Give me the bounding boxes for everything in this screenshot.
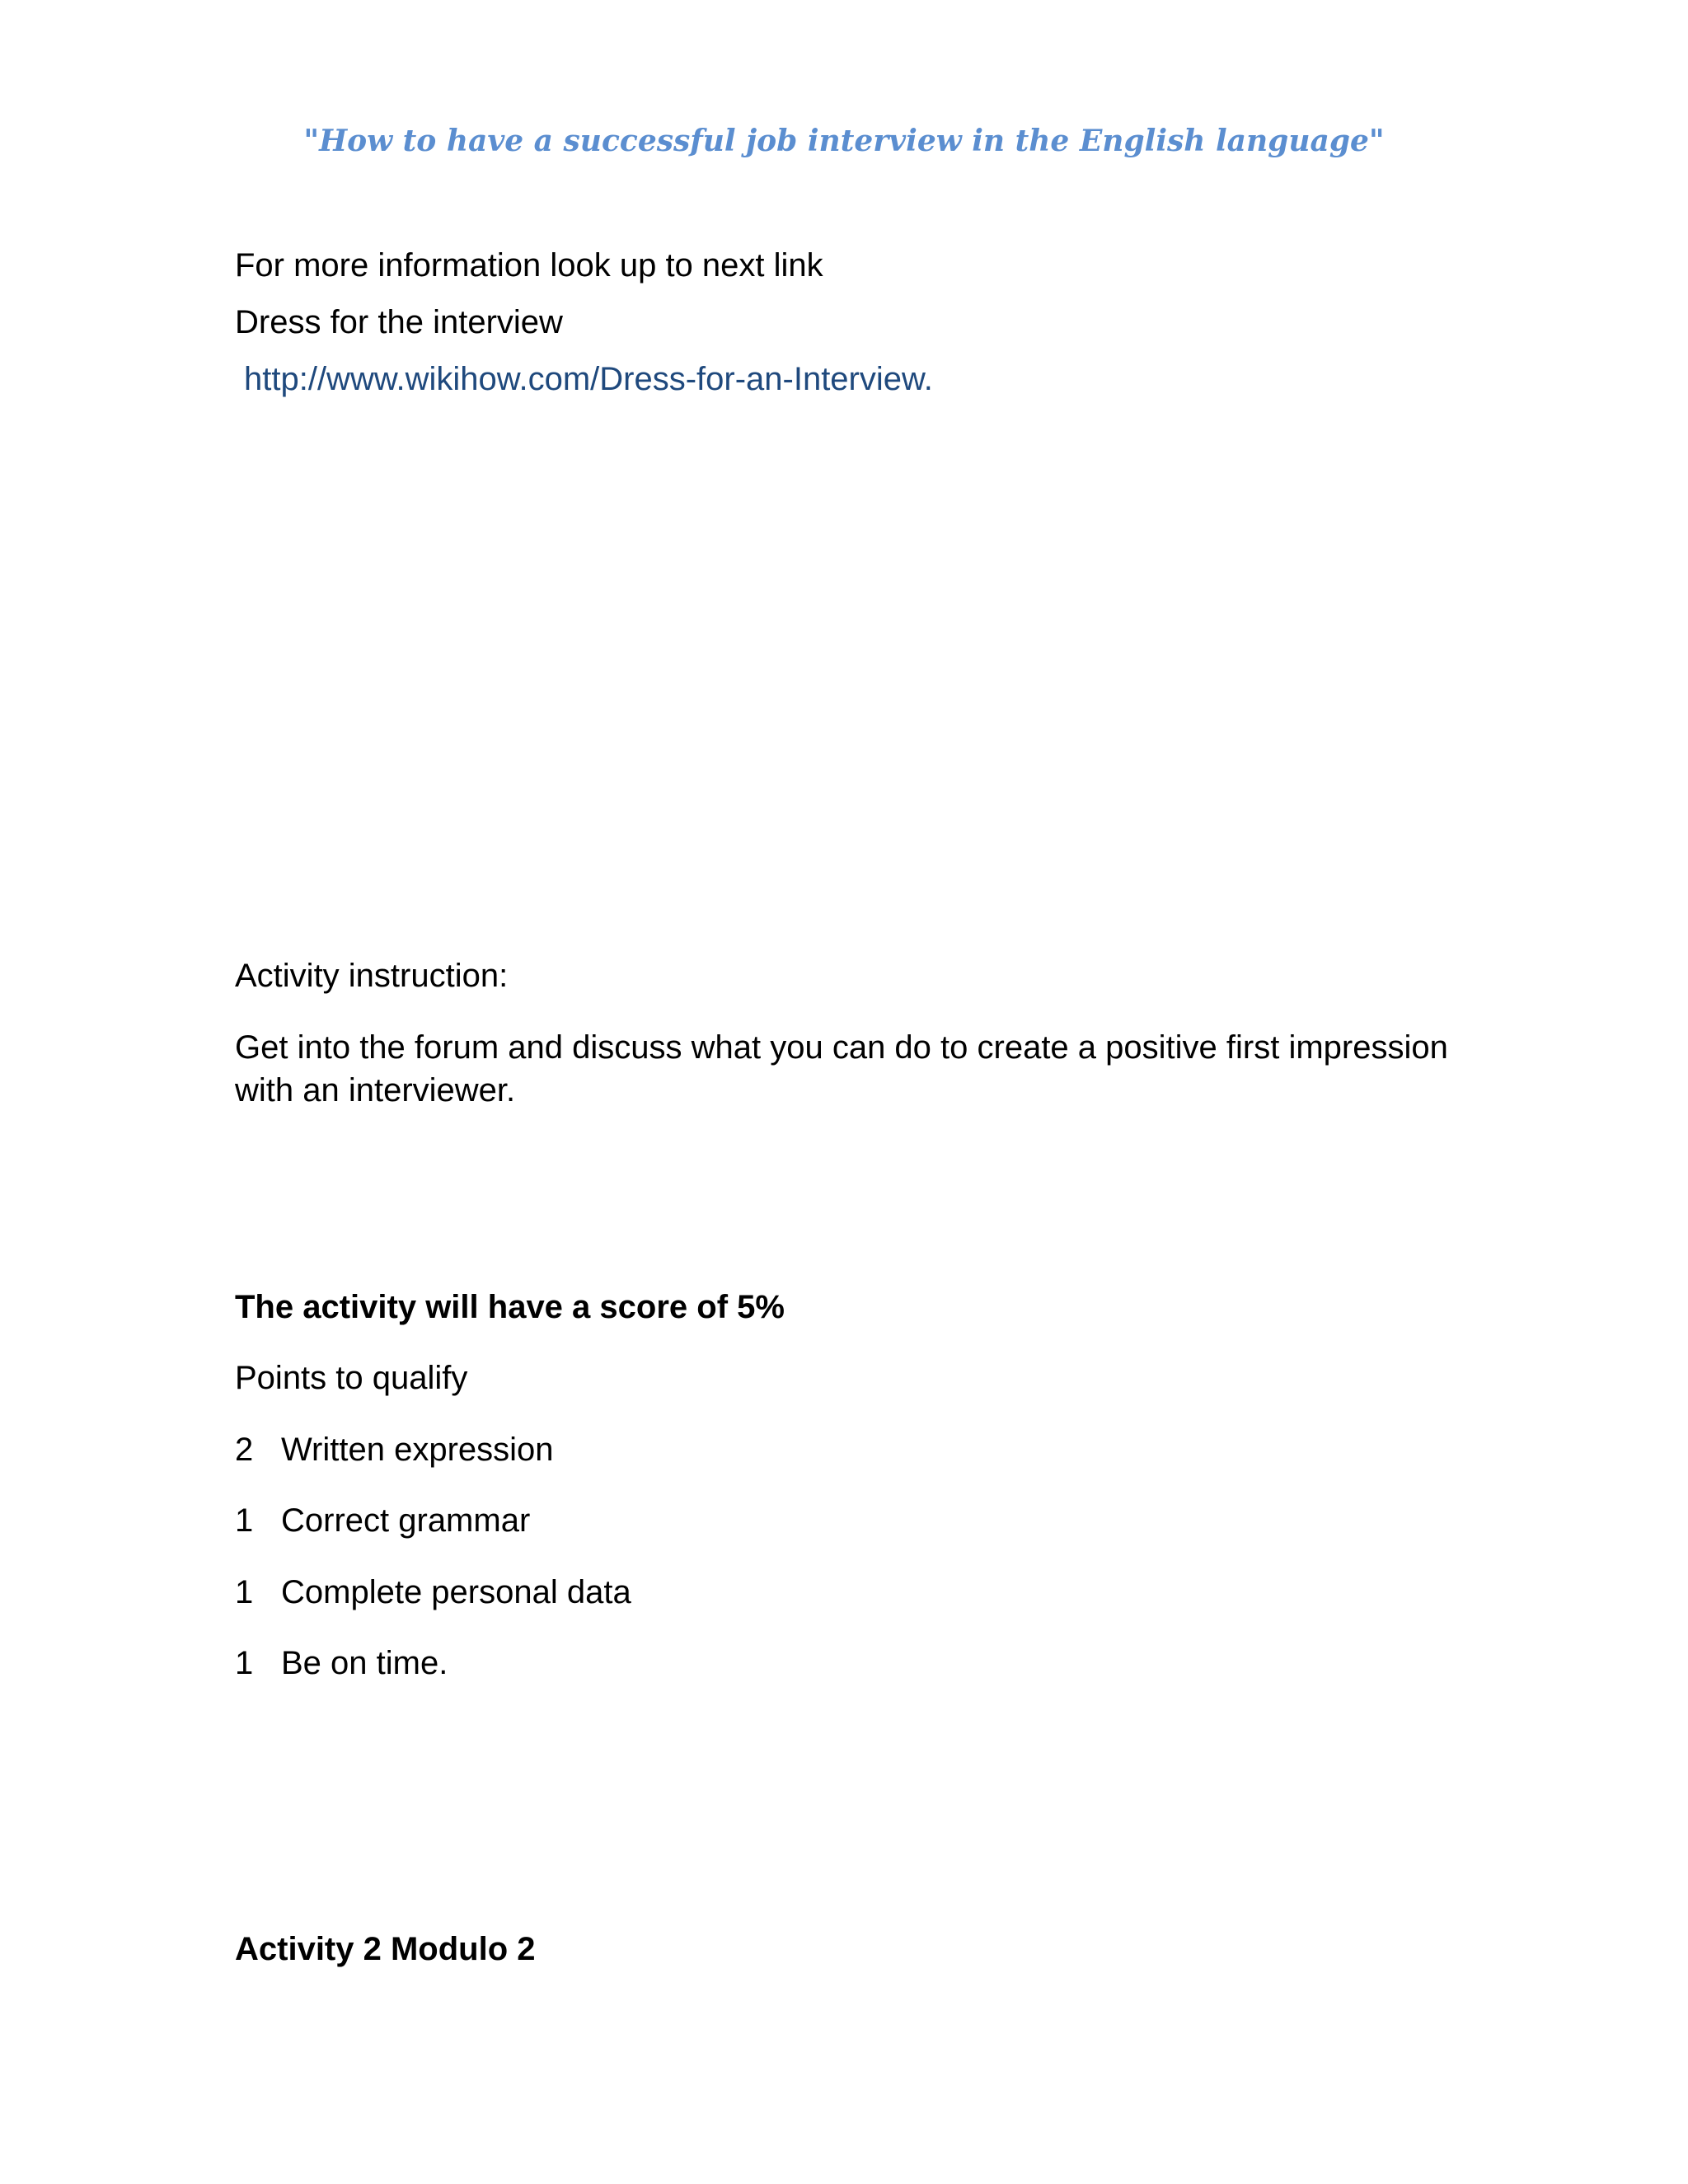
score-heading: The activity will have a score of 5%: [235, 1289, 785, 1325]
activity-instruction-text: Get into the forum and discuss what you can do to create a positive first impression with an interviewer.: [235, 1029, 1448, 1108]
point-label: Written expression: [281, 1432, 554, 1468]
activity-module-heading: Activity 2 Modulo 2: [235, 1931, 536, 1967]
point-value: 1: [235, 1502, 254, 1539]
point-label: Complete personal data: [281, 1574, 631, 1610]
point-value: 1: [235, 1574, 254, 1610]
point-value: 1: [235, 1645, 254, 1681]
point-label: Correct grammar: [281, 1502, 531, 1539]
page-title: "How to have a successful job interview in the English language": [303, 124, 1385, 158]
activity-instruction-label: Activity instruction:: [235, 958, 509, 994]
list-item: [235, 1428, 554, 1471]
list-item: [235, 1499, 530, 1542]
list-item: [235, 1571, 631, 1614]
points-label: Points to qualify: [235, 1360, 468, 1396]
more-info-text: For more information look up to next link: [235, 247, 823, 284]
dress-heading: Dress for the interview: [235, 304, 563, 340]
point-label: Be on time.: [281, 1645, 448, 1681]
point-value: 2: [235, 1432, 254, 1468]
dress-interview-link[interactable]: http://www.wikihow.com/Dress-for-an-Interview.: [244, 361, 933, 397]
list-item: [235, 1642, 448, 1685]
